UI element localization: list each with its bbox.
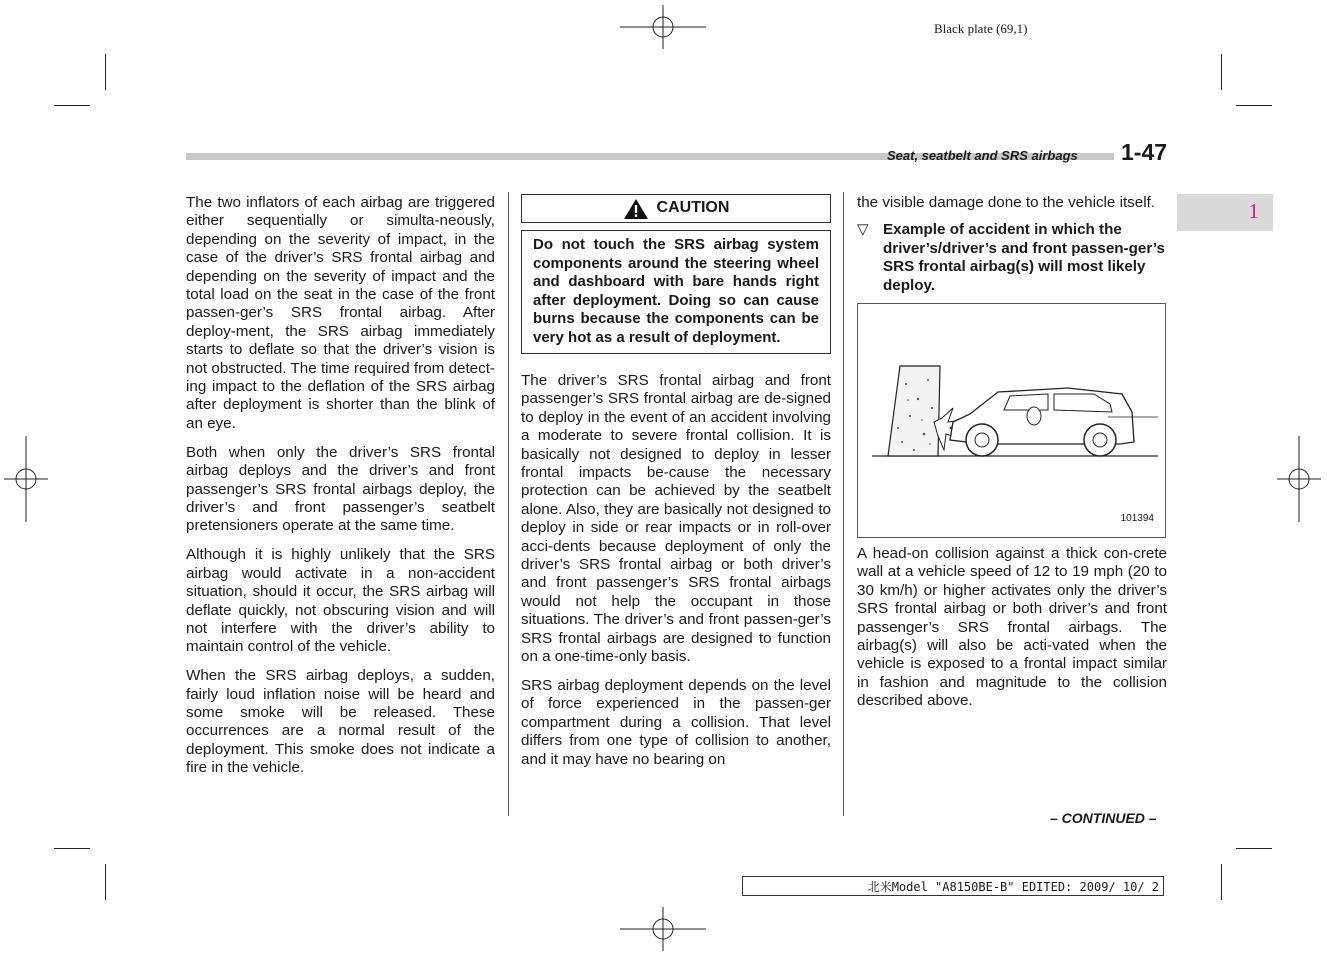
column-divider bbox=[843, 192, 844, 816]
example-heading bbox=[857, 221, 1167, 295]
figure-id: 101394 bbox=[1120, 512, 1154, 524]
car-crash-illustration bbox=[858, 304, 1165, 537]
caution-header bbox=[521, 194, 831, 223]
registration-mark-top bbox=[620, 5, 706, 49]
chapter-tab-number: 1 bbox=[1248, 199, 1259, 223]
paragraph: A head-on collision against a thick con-crete wall at a vehicle speed of 12 to 19 mph (20 to 30 km/h) or higher activates only the driver’s SRS frontal airbag or both driver’s and front passenger’s SRS frontal airbags. The airbag(s) will also be acti-vated when the vehicle is exposed to a frontal impact similar in fashion and magnitude to the collision described above. bbox=[857, 545, 1167, 710]
warning-triangle-icon bbox=[623, 198, 649, 220]
column-divider bbox=[508, 192, 509, 816]
section-title: Seat, seatbelt and SRS airbags bbox=[887, 148, 1078, 163]
footer-edit-info: 北米Model "A8150BE-B" EDITED: 2009/ 10/ 2 bbox=[742, 876, 1164, 896]
example-title: Example of accident in which the driver’s/driver’s and front passen-ger’s SRS frontal airbag(s) will most likely deploy. bbox=[883, 221, 1165, 294]
paragraph: Although it is highly unlikely that the SRS airbag would activate in a non-accident situation, should it occur, the SRS airbag will deflate quickly, not obscuring vision and will not interfere with the driver’s ability to maintain control of the vehicle. bbox=[186, 546, 495, 656]
paragraph: the visible damage done to the vehicle itself. bbox=[857, 194, 1156, 211]
column-2 bbox=[521, 194, 831, 780]
paragraph: SRS airbag deployment depends on the level of force experienced in the passen-ger compartment during a collision. That level differs from one type of collision to another, and it may have no bearing on bbox=[521, 677, 831, 768]
paragraph: The driver’s SRS frontal airbag and front passenger’s SRS frontal airbag are de-signed to deploy in the event of an accident involving a moderate to severe frontal collision. It is basically not designed to deploy in lesser frontal impacts be-cause the necessary protection can be achieved by the seatbelt alone. Also, they are basically not designed to deploy in side or rear impacts or in roll-over acci-dents because deployment of only the driver’s SRS frontal airbag or both driver’s and front passenger’s SRS frontal airbags would not help the occupant in those situations. The driver’s and front passen-ger’s SRS frontal airbags are designed to function on a one-time-only basis. bbox=[521, 372, 831, 666]
registration-mark-bottom bbox=[620, 907, 706, 951]
column-3 bbox=[857, 194, 1167, 721]
paragraph: When the SRS airbag deploys, a sudden, fairly loud inflation noise will be heard and some smoke will be released. These occurrences are a normal result of the deployment. This smoke does not indicate a fire in the vehicle. bbox=[186, 667, 495, 777]
collision-figure bbox=[857, 303, 1166, 538]
registration-mark-left bbox=[4, 436, 48, 522]
paragraph: The two inflators of each airbag are triggered either sequentially or simulta-neously, depending on the severity of impact, in the case of the driver’s SRS frontal airbag and depending on the severity of impact and the total load on the seat in the case of the front passen-ger’s SRS frontal airbag. After deploy-ment, the SRS airbag immediately starts to deflate so that the driver’s vision is not obstructed. The time required from detect-ing impact to the deflation of the SRS airbag after deployment is shorter than the blink of an eye. bbox=[186, 194, 495, 432]
continued-label: – CONTINUED – bbox=[1050, 810, 1157, 826]
column-1 bbox=[186, 194, 495, 788]
chapter-tab bbox=[1177, 194, 1273, 231]
registration-mark-right bbox=[1277, 436, 1321, 522]
plate-label: Black plate (69,1) bbox=[934, 21, 1028, 36]
paragraph: Both when only the driver’s SRS frontal airbag deploys and the driver’s and front passenger’s SRS frontal airbags deploy, the driver’s and front passenger’s seatbelt pretensioners operate at the same time. bbox=[186, 443, 495, 535]
page-number: 1-47 bbox=[1121, 139, 1168, 165]
triangle-marker-icon: ▽ bbox=[857, 221, 869, 239]
caution-title: CAUTION bbox=[656, 199, 730, 217]
caution-text: Do not touch the SRS airbag system components around the steering wheel and dashboard with bare hands right after deployment. Doing so can cause burns because the components can be very hot as a result of deployment. bbox=[521, 230, 831, 354]
